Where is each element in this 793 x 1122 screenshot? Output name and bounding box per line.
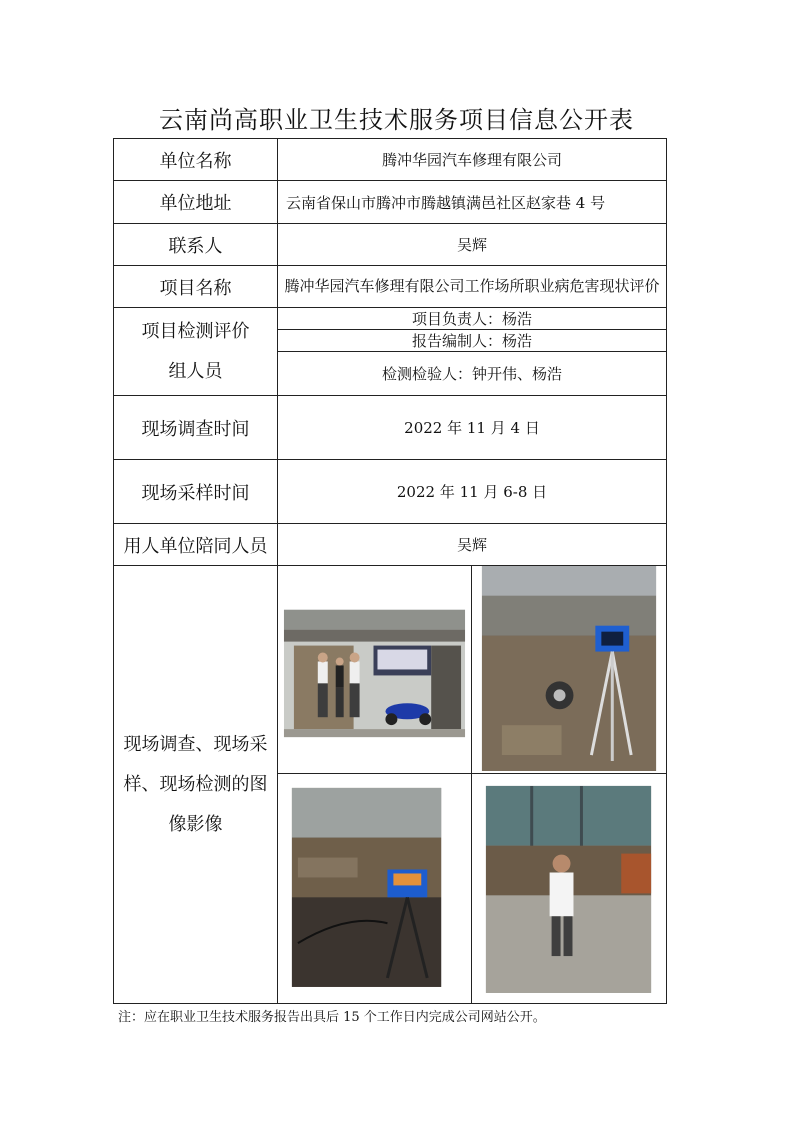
value-project-name: 腾冲华园汽车修理有限公司工作场所职业病危害现状评价: [278, 266, 667, 308]
worker-photo: [472, 774, 666, 1003]
storefront-photo: [278, 566, 471, 773]
row-survey-time: [114, 396, 667, 460]
photo-cell-2: [472, 566, 667, 774]
row-photos-1: [114, 566, 667, 774]
value-escort: 吴辉: [278, 524, 667, 566]
row-sampling-time: [114, 460, 667, 524]
label-photos: 现场调查、现场采样、现场检测的图像影像: [114, 566, 278, 1004]
label-unit-address: 单位地址: [114, 181, 278, 224]
label-team-line2: 组人员: [168, 360, 223, 382]
row-escort: [114, 524, 667, 566]
value-team-inspector: 检测检验人：钟开伟、杨浩: [278, 352, 667, 396]
row-project-name: [114, 266, 667, 308]
row-team-leader: [114, 308, 667, 330]
label-team-line1: 项目检测评价: [141, 320, 250, 342]
label-sampling-time: 现场采样时间: [114, 460, 278, 524]
label-contact: 联系人: [114, 224, 278, 266]
value-team-leader: 项目负责人：杨浩: [278, 308, 667, 330]
value-team-writer: 报告编制人：杨浩: [278, 330, 667, 352]
info-table: [113, 138, 667, 1004]
row-unit-address: [114, 181, 667, 224]
value-sampling-time: 2022 年 11 月 6-8 日: [278, 460, 667, 524]
value-unit-address: 云南省保山市腾冲市腾越镇满邑社区赵家巷 4 号: [278, 181, 667, 224]
row-contact: [114, 224, 667, 266]
photo-cell-1: [278, 566, 472, 774]
label-team: [114, 308, 278, 396]
label-project-name: 项目名称: [114, 266, 278, 308]
photo-cell-3: [278, 774, 472, 1004]
row-unit-name: [114, 139, 667, 181]
label-escort: 用人单位陪同人员: [114, 524, 278, 566]
photo-cell-4: [472, 774, 667, 1004]
value-unit-name: 腾冲华园汽车修理有限公司: [278, 139, 667, 181]
footer-note: 注：应在职业卫生技术服务报告出具后 15 个工作日内完成公司网站公开。: [118, 1010, 546, 1025]
value-contact: 吴辉: [278, 224, 667, 266]
tripod-instrument-photo: [472, 566, 666, 773]
label-unit-name: 单位名称: [114, 139, 278, 181]
sampling-pump-photo: [278, 774, 471, 1003]
label-survey-time: 现场调查时间: [114, 396, 278, 460]
value-survey-time: 2022 年 11 月 4 日: [278, 396, 667, 460]
page-title: 云南尚高职业卫生技术服务项目信息公开表: [159, 106, 634, 134]
